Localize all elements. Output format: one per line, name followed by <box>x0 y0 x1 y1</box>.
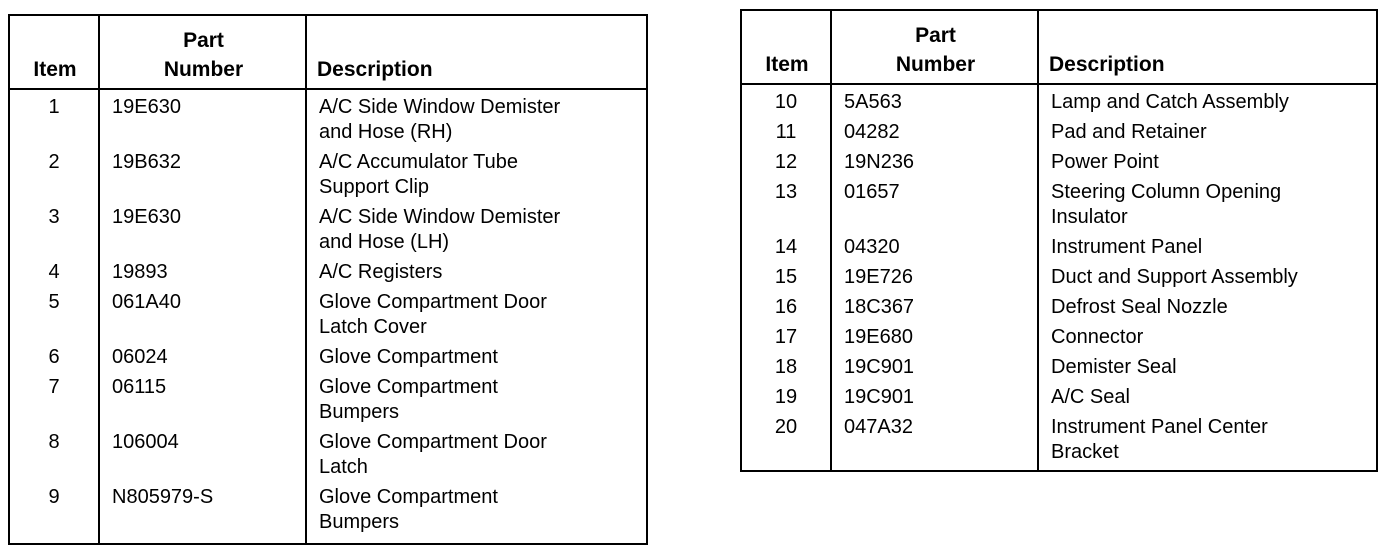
cell-description <box>306 205 647 260</box>
cell-description <box>306 375 647 430</box>
table-row <box>741 325 1377 355</box>
cell-item: 19 <box>774 386 798 408</box>
cell-description <box>1038 265 1377 295</box>
header-part-number: Part Number <box>99 15 306 89</box>
description-line-1: A/C Side Window Demister <box>319 96 561 118</box>
table-row <box>9 375 647 430</box>
table-row <box>9 89 647 150</box>
description-line-1: Glove Compartment Door <box>319 291 547 313</box>
description-line-2: and Hose (LH) <box>319 231 450 253</box>
description-line-1: Glove Compartment Door <box>319 431 547 453</box>
table-row <box>9 430 647 485</box>
cell-part-number: 19E726 <box>831 265 1038 295</box>
cell-part-number: 19B632 <box>99 150 306 205</box>
cell-item: 18 <box>774 356 798 378</box>
cell-part-number: 19893 <box>99 260 306 290</box>
description-line-2: Bracket <box>1051 441 1119 463</box>
cell-part-number: N805979-S <box>99 485 306 544</box>
description-line-1: Pad and Retainer <box>1051 121 1207 143</box>
description-line-2: Latch Cover <box>319 316 427 338</box>
header-part-number: Part Number <box>831 10 1038 84</box>
table-row <box>9 205 647 260</box>
description-line-1: Glove Compartment <box>319 346 498 368</box>
description-line-2: Insulator <box>1051 206 1128 228</box>
cell-item: 7 <box>48 376 60 398</box>
cell-part-number: 106004 <box>99 430 306 485</box>
cell-description <box>306 290 647 345</box>
cell-description <box>1038 84 1377 120</box>
cell-description <box>1038 295 1377 325</box>
cell-part-number: 19E630 <box>99 89 306 150</box>
table-row <box>741 265 1377 295</box>
table-row <box>741 180 1377 235</box>
description-line-1: A/C Accumulator Tube <box>319 151 518 173</box>
description-line-1: Defrost Seal Nozzle <box>1051 296 1228 318</box>
parts-table-right <box>740 9 1378 472</box>
description-line-1: A/C Registers <box>319 261 443 283</box>
cell-item: 15 <box>774 266 798 288</box>
cell-part-number: 06115 <box>99 375 306 430</box>
cell-part-number: 06024 <box>99 345 306 375</box>
description-line-1: Glove Compartment <box>319 376 498 398</box>
cell-part-number: 061A40 <box>99 290 306 345</box>
cell-item: 12 <box>774 151 798 173</box>
table-row <box>9 345 647 375</box>
table-body <box>9 89 647 544</box>
header-description: Description <box>1038 10 1377 84</box>
table-row <box>9 260 647 290</box>
cell-description <box>306 150 647 205</box>
description-line-1: A/C Seal <box>1051 386 1130 408</box>
cell-part-number: 19N236 <box>831 150 1038 180</box>
cell-description <box>1038 150 1377 180</box>
cell-part-number: 19E630 <box>99 205 306 260</box>
description-line-1: Power Point <box>1051 151 1159 173</box>
description-line-2: and Hose (RH) <box>319 121 453 143</box>
cell-item: 16 <box>774 296 798 318</box>
cell-item: 3 <box>48 206 60 228</box>
cell-description <box>1038 325 1377 355</box>
cell-part-number: 04282 <box>831 120 1038 150</box>
cell-description <box>1038 415 1377 471</box>
header-description: Description <box>306 15 647 89</box>
cell-description <box>1038 180 1377 235</box>
description-line-2: Bumpers <box>319 511 400 533</box>
table-row <box>741 120 1377 150</box>
cell-item: 17 <box>774 326 798 348</box>
table-row <box>741 385 1377 415</box>
cell-description <box>1038 235 1377 265</box>
table-row <box>741 150 1377 180</box>
cell-item: 9 <box>48 486 60 508</box>
table-header-row <box>741 10 1377 84</box>
parts-table-left <box>8 14 648 545</box>
table-body <box>741 84 1377 471</box>
table-row <box>741 355 1377 385</box>
cell-description <box>306 345 647 375</box>
cell-item: 2 <box>48 151 60 173</box>
table-row <box>741 84 1377 120</box>
cell-part-number: 19C901 <box>831 385 1038 415</box>
cell-item: 11 <box>775 121 797 143</box>
table-row <box>9 150 647 205</box>
description-line-1: A/C Side Window Demister <box>319 206 561 228</box>
cell-item: 20 <box>774 416 798 438</box>
cell-item: 10 <box>774 91 798 113</box>
cell-part-number: 01657 <box>831 180 1038 235</box>
description-line-1: Connector <box>1051 326 1144 348</box>
cell-item: 4 <box>48 261 60 283</box>
cell-part-number: 18C367 <box>831 295 1038 325</box>
cell-item: 6 <box>48 346 60 368</box>
cell-part-number: 19C901 <box>831 355 1038 385</box>
cell-description <box>1038 385 1377 415</box>
description-line-1: Instrument Panel Center <box>1051 416 1268 438</box>
cell-part-number: 047A32 <box>831 415 1038 471</box>
table-row <box>741 235 1377 265</box>
description-line-1: Demister Seal <box>1051 356 1177 378</box>
description-line-2: Support Clip <box>319 176 430 198</box>
description-line-1: Duct and Support Assembly <box>1051 266 1298 288</box>
cell-description <box>306 89 647 150</box>
header-item: Item <box>9 15 99 89</box>
cell-item: 1 <box>48 96 60 118</box>
cell-part-number: 19E680 <box>831 325 1038 355</box>
table-row <box>9 290 647 345</box>
cell-item: 8 <box>48 431 60 453</box>
description-line-1: Glove Compartment <box>319 486 498 508</box>
table-row <box>741 415 1377 471</box>
cell-item: 5 <box>48 291 60 313</box>
cell-description <box>306 430 647 485</box>
cell-part-number: 5A563 <box>831 84 1038 120</box>
cell-description <box>1038 120 1377 150</box>
description-line-1: Lamp and Catch Assembly <box>1051 91 1289 113</box>
cell-item: 14 <box>774 236 798 258</box>
cell-description <box>306 260 647 290</box>
table-header-row <box>9 15 647 89</box>
cell-description <box>1038 355 1377 385</box>
description-line-1: Steering Column Opening <box>1051 181 1282 203</box>
table-row <box>9 485 647 544</box>
description-line-2: Bumpers <box>319 401 400 423</box>
table-row <box>741 295 1377 325</box>
description-line-2: Latch <box>319 456 368 478</box>
description-line-1: Instrument Panel <box>1051 236 1203 258</box>
cell-item: 13 <box>774 181 798 203</box>
header-item: Item <box>741 10 831 84</box>
cell-description <box>306 485 647 544</box>
cell-part-number: 04320 <box>831 235 1038 265</box>
